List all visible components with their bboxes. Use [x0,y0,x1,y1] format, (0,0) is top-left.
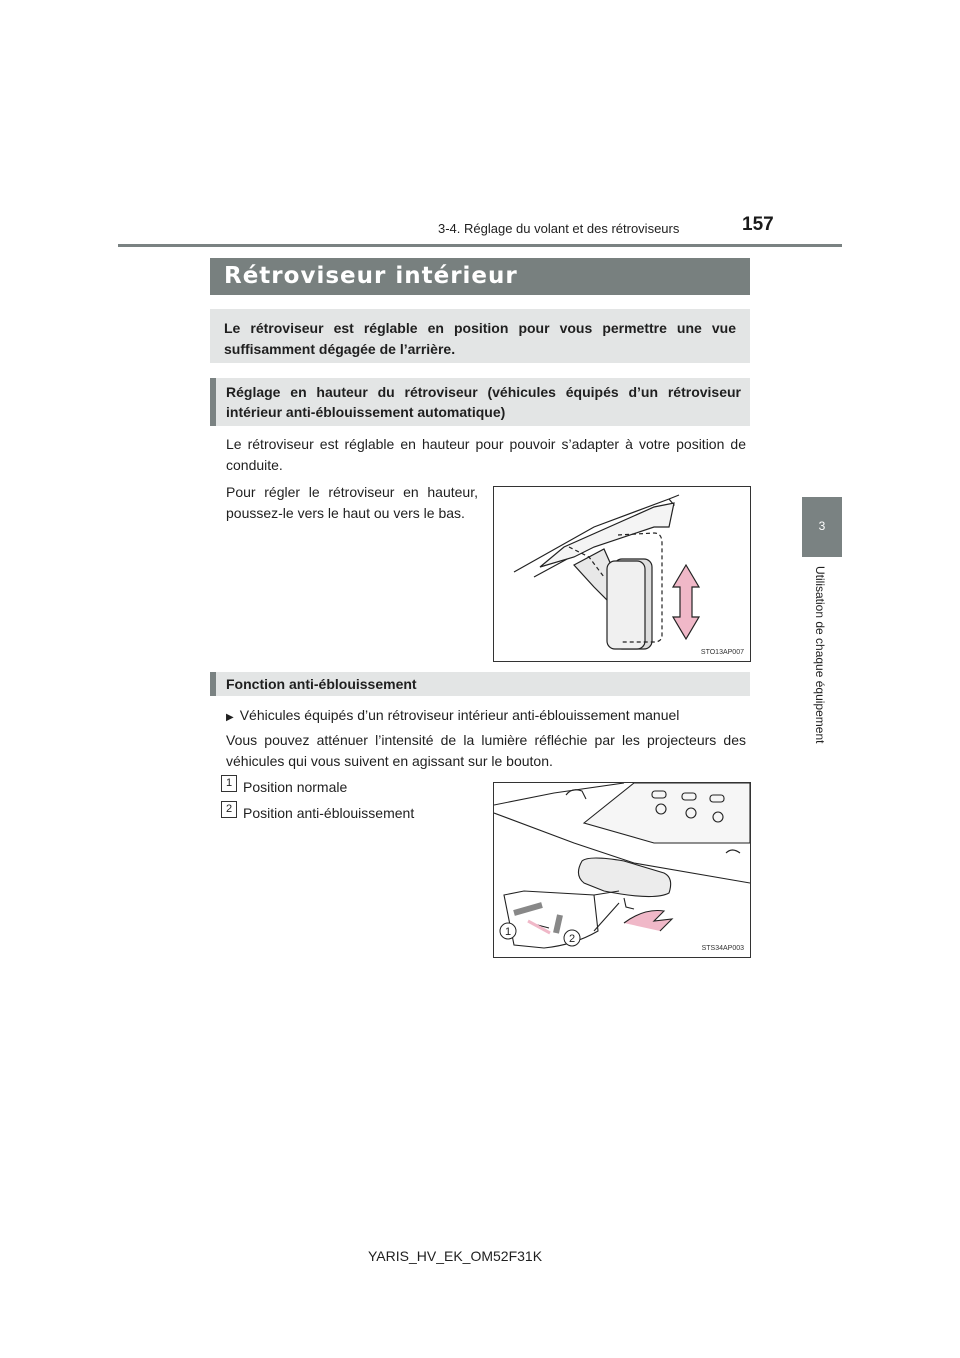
mirror-height-illustration [494,487,750,661]
section-title-bar [210,258,750,295]
chapter-tab[interactable] [802,497,842,557]
item-number-badge: 2 [221,801,237,818]
chapter-number: 3 [818,519,826,533]
bullet-triangle-icon: ▶ [226,712,234,723]
document-code: YARIS_HV_EK_OM52F31K [368,1248,543,1264]
callout-1-icon [500,923,516,939]
chapter-label: Utilisation de chaque équipement [813,566,827,744]
breadcrumb: 3-4. Réglage du volant et des rétroviseurs [438,221,680,236]
header-divider [118,244,842,247]
height-adjust-heading: Réglage en hauteur du rétroviseur (véhicules équipés d’un rétroviseur intérieur anti-éblouissement automatique) [226,384,741,420]
anti-glare-heading: Fonction anti-éblouissement [226,676,417,692]
mirror-height-figure [493,486,751,662]
anti-glare-heading-box [210,672,750,696]
callout-1-label: 1 [504,926,512,938]
mirror-anti-glare-illustration [494,783,750,957]
intro-text: Le rétroviseur est réglable en position pour vous permettre une vue suffisamment dégagée de l’arrière. [224,320,736,357]
height-adjust-para2: Pour régler le rétroviseur en hauteur, poussez-le vers le haut ou vers le bas. [226,484,478,521]
anti-glare-bullet: ▶ Véhicules équipés d’un rétroviseur intérieur anti-éblouissement manuel [226,707,680,723]
figure-code: STO13AP007 [700,649,744,656]
height-adjust-heading-box [210,378,750,426]
page-number: 157 [742,214,774,235]
intro-box [210,309,750,363]
mirror-anti-glare-figure [493,782,751,958]
item-label: Position normale [243,779,348,795]
height-adjust-para1: Le rétroviseur est réglable en hauteur pour pouvoir s’adapter à votre position de conduite. [226,436,746,473]
callout-2-label: 2 [568,933,576,945]
section-title: Rétroviseur intérieur [224,263,518,289]
anti-glare-para: Vous pouvez atténuer l’intensité de la lumière réfléchie par les projecteurs des véhicules qui vous suivent en agissant sur le bouton. [226,732,746,769]
item-label: Position anti-éblouissement [243,805,415,821]
up-down-arrow-icon [673,565,699,639]
item-number-badge: 1 [221,775,237,792]
callout-2-icon [564,930,580,946]
figure-code: STS34AP003 [701,945,744,952]
